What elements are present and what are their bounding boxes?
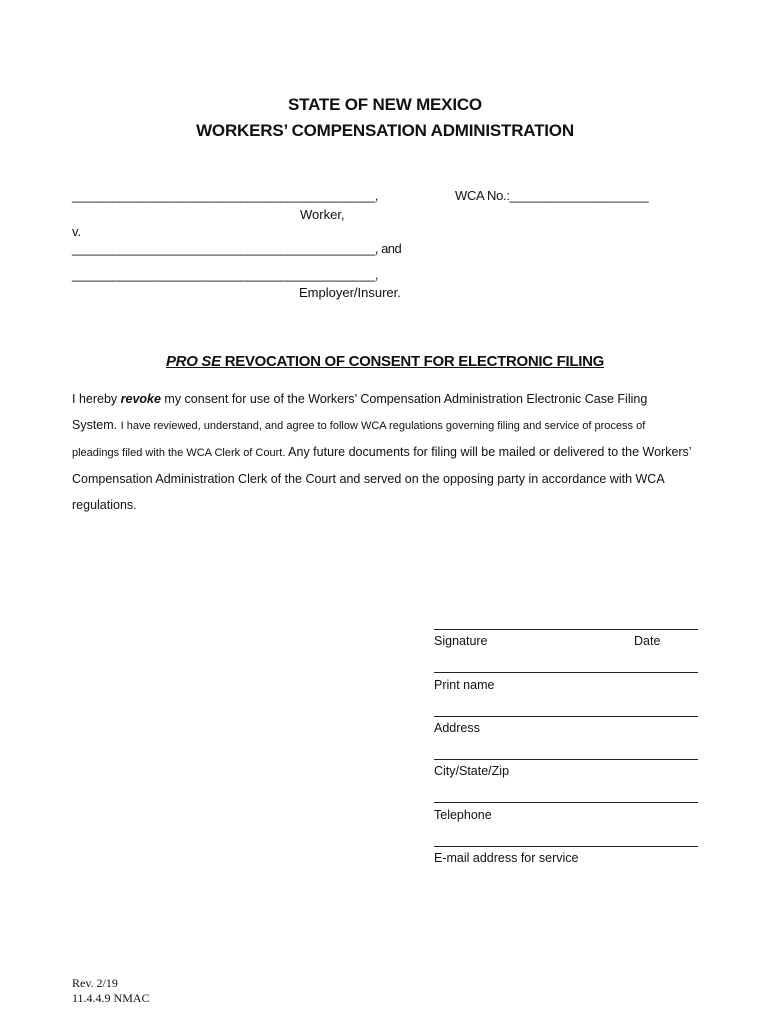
versus-text: v. bbox=[72, 224, 82, 239]
wca-number-field: WCA No.:____________________ bbox=[455, 188, 649, 203]
header-agency: WORKERS’ COMPENSATION ADMINISTRATION bbox=[196, 121, 574, 140]
telephone-label: Telephone bbox=[434, 808, 492, 822]
worker-label: Worker, bbox=[300, 207, 345, 222]
signature-label: Signature bbox=[434, 634, 488, 648]
print-name-line bbox=[434, 672, 698, 673]
pro-se-text: PRO SE bbox=[165, 353, 221, 370]
revocation-paragraph bbox=[72, 386, 692, 518]
body-text-1: I hereby bbox=[72, 392, 121, 406]
body-text-2: my consent for use of the Workers’ Compensation Administration Electronic Case Filing System. bbox=[72, 392, 648, 432]
print-name-label: Print name bbox=[434, 678, 495, 692]
revision-text: Rev. 2/19 bbox=[72, 976, 118, 990]
document-title bbox=[0, 353, 770, 370]
telephone-line bbox=[434, 802, 698, 803]
address-line bbox=[434, 716, 698, 717]
city-state-zip-line bbox=[434, 759, 698, 760]
body-text-4: Any future documents for filing will be mailed or delivered to the Workers’ Compensation Administration Clerk of the Court and served on the opposing party in accordance with WCA regulations. bbox=[72, 445, 692, 512]
body-text-3: I have reviewed, understand, and agree to follow WCA regulations governing filing and service of process of pleadings filed with the WCA Clerk of Court. bbox=[72, 420, 646, 459]
header-state: STATE OF NEW MEXICO bbox=[288, 95, 482, 114]
city-state-zip-label: City/State/Zip bbox=[434, 764, 510, 778]
email-label: E-mail address for service bbox=[434, 851, 579, 865]
employer-insurer-label: Employer/Insurer. bbox=[299, 285, 401, 300]
signature-line bbox=[434, 629, 698, 630]
address-label: Address bbox=[434, 721, 480, 735]
insurer-name-line: _____________________________________________, bbox=[72, 267, 378, 282]
date-label: Date bbox=[634, 634, 661, 648]
worker-name-line: _____________________________________________, bbox=[72, 188, 378, 203]
nmac-reference: 11.4.4.9 NMAC bbox=[72, 991, 150, 1005]
revoke-word: revoke bbox=[120, 392, 161, 406]
title-rest-text: REVOCATION OF CONSENT FOR ELECTRONIC FILING bbox=[220, 353, 605, 370]
employer-name-line: _____________________________________________, and bbox=[72, 241, 402, 256]
email-line bbox=[434, 846, 698, 847]
